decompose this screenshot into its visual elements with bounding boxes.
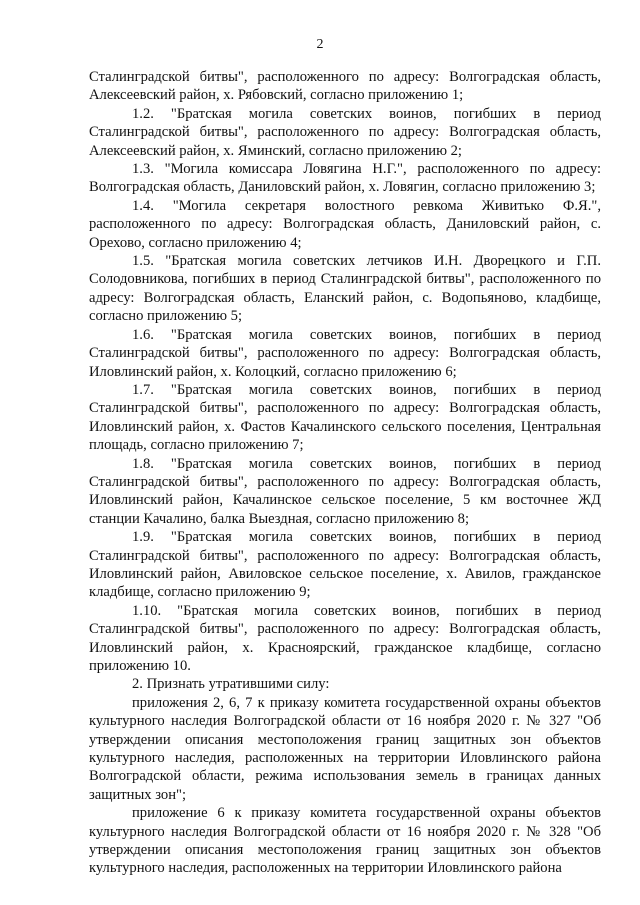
paragraph-1-7: 1.7. "Братская могила советских воинов, погибших в период Сталинградской битвы", расположенного по адресу: Волгоградская область, Иловлинский район, х. Фастов Качалинского сельского поселения, Центральная площадь, согласно приложению 7; xyxy=(89,381,601,454)
paragraph-1-2: 1.2. "Братская могила советских воинов, погибших в период Сталинградской битвы", расположенного по адресу: Волгоградская область, Алексеевский район, х. Яминский, согласно приложению 2; xyxy=(89,105,601,159)
paragraph-2: 2. Признать утратившими силу: xyxy=(132,676,330,693)
paragraph-1-6: 1.6. "Братская могила советских воинов, погибших в период Сталинградской битвы", расположенного по адресу: Волгоградская область, Иловлинский район, х. Колоцкий, согласно приложению 6; xyxy=(89,326,601,380)
page-number: 2 xyxy=(316,37,324,52)
document-body xyxy=(89,68,601,878)
paragraph-2-order-327: приложения 2, 6, 7 к приказу комитета государственной охраны объектов культурного наследия Волгоградской области от 16 ноября 2020 г. № 327 "Об утверждении описания местоположения границ защитных зон объектов культурного наследия, расположенных на территории Иловлинского района Волгоградской области, режима использования земель в границах данных защитных зон"; xyxy=(89,694,601,803)
paragraph-1-4: 1.4. "Могила секретаря волостного ревкома Живитько Ф.Я.", расположенного по адресу: Волгоградская область, Даниловский район, с. Орехово, согласно приложению 4; xyxy=(89,197,601,251)
paragraph-1-9: 1.9. "Братская могила советских воинов, погибших в период Сталинградской битвы", расположенного по адресу: Волгоградская область, Иловлинский район, Авиловское сельское поселение, х. Авилов, гражданское кладбище, согласно приложению 9; xyxy=(89,529,601,601)
paragraph-1-3: 1.3. "Могила комиссара Ловягина Н.Г.", расположенного по адресу: Волгоградская область, Даниловский район, х. Ловягин, согласно приложению 3; xyxy=(89,161,601,196)
paragraph-2-order-328: приложение 6 к приказу комитета государственной охраны объектов культурного наследия Волгоградской области от 16 ноября 2020 г. № 328 "Об утверждении описания местоположения границ защитных зон объектов культурного наследия, расположенных на территории Иловлинского района xyxy=(89,805,601,877)
paragraph-1-10: 1.10. "Братская могила советских воинов, погибших в период Сталинградской битвы", расположенного по адресу: Волгоградская область, Иловлинский район, х. Красноярский, гражданское кладбище, согласно приложению 10. xyxy=(89,602,601,674)
paragraph-1-8: 1.8. "Братская могила советских воинов, погибших в период Сталинградской битвы", расположенного по адресу: Волгоградская область, Иловлинский район, Качалинское сельское поселение, 5 км восточнее ЖД станции Качалино, балка Выездная, согласно приложению 8; xyxy=(89,455,601,527)
paragraph-1-1-continuation: Сталинградской битвы", расположенного по адресу: Волгоградская область, Алексеевский район, х. Рябовский, согласно приложению 1; xyxy=(89,69,601,104)
paragraph-1-5: 1.5. "Братская могила советских летчиков И.Н. Дворецкого и Г.П. Солодовникова, погибших в период Сталинградской битвы", расположенного по адресу: Волгоградская область, Еланский район, с. Водопьяново, кладбище, согласно приложению 5; xyxy=(89,253,601,325)
